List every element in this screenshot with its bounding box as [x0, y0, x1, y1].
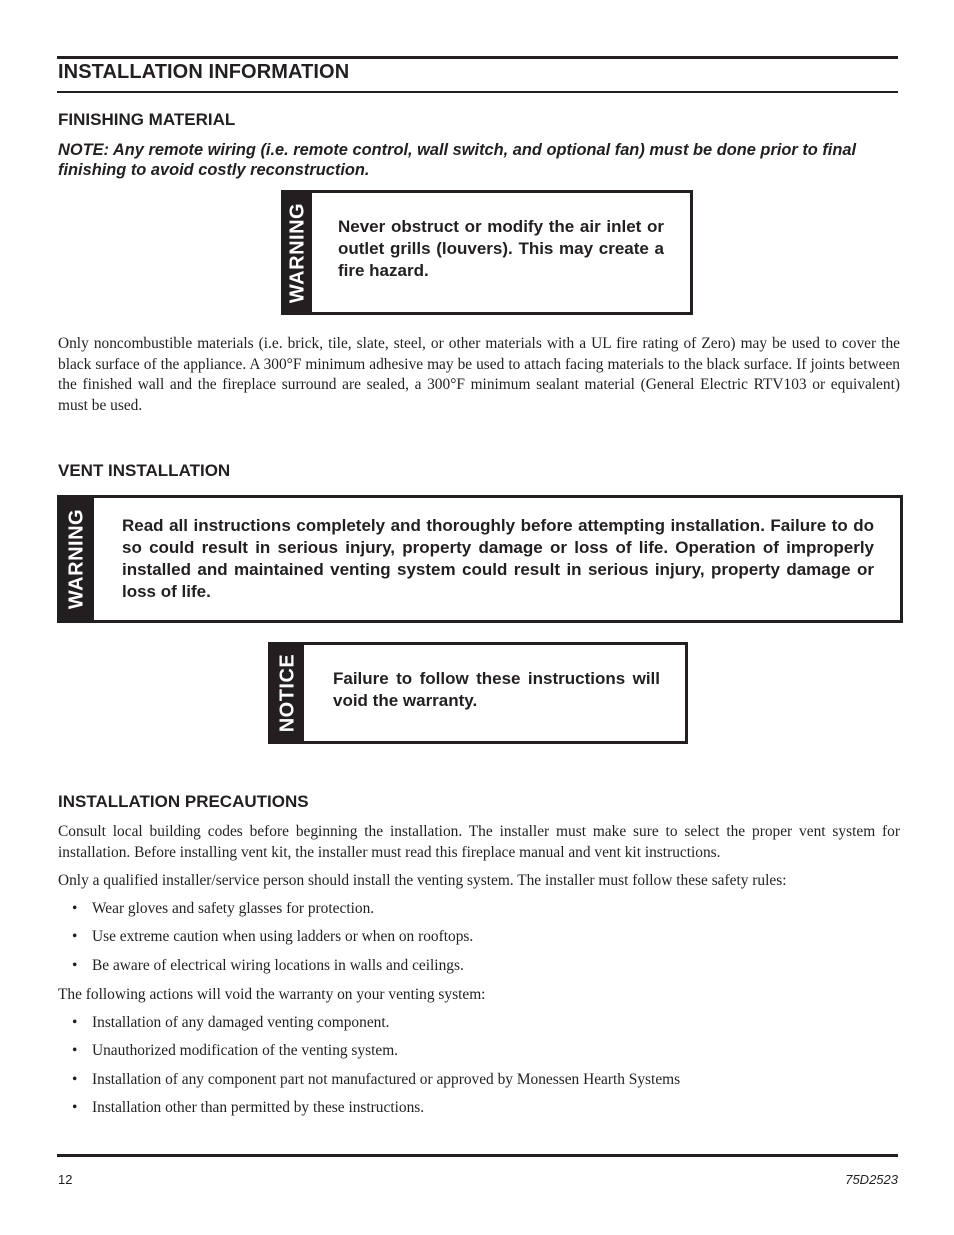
remote-wiring-note: NOTE: Any remote wiring (i.e. remote control, wall switch, and optional fan) must be done prior to final finishing to avoid costly reconstruction.: [58, 141, 857, 179]
notice-label: NOTICE: [276, 653, 298, 733]
precautions-heading: INSTALLATION PRECAUTIONS: [58, 792, 309, 811]
list-item: • Installation of any damaged venting component.: [58, 1013, 900, 1041]
warning-message: Read all instructions completely and thoroughly before attempting installation. Failure to do so could result in serious injury, property damage or loss of life. Operation of improperly installed and maintained venting system could result in serious injury, property damage or loss of life.: [122, 516, 874, 601]
precautions-para-2: Only a qualified installer/service person should install the venting system. The installer must follow these safety rules:: [58, 872, 787, 889]
finishing-heading: FINISHING MATERIAL: [58, 110, 236, 129]
vent-heading: VENT INSTALLATION: [58, 461, 231, 480]
list-item: • Installation of any component part not manufactured or approved by Monessen Hearth Systems: [58, 1070, 900, 1098]
fire-hazard-warning-box: [281, 190, 693, 315]
warning-tab: [60, 498, 94, 620]
vent-warning-box: [57, 495, 903, 623]
warranty-notice-box: [268, 642, 688, 744]
warning-label: WARNING: [65, 508, 88, 610]
safety-rules-list: [58, 899, 900, 984]
list-item: • Installation other than permitted by these instructions.: [58, 1098, 900, 1126]
header-top-rule: [57, 56, 898, 59]
list-item: • Unauthorized modification of the venting system.: [58, 1041, 900, 1069]
list-item: • Use extreme caution when using ladders or when on rooftops.: [58, 927, 900, 955]
warning-message: Never obstruct or modify the air inlet or outlet grills (louvers). This may create a fire hazard.: [338, 217, 664, 280]
notice-message: Failure to follow these instructions will void the warranty.: [333, 669, 660, 710]
document-code: 75D2523: [845, 1172, 898, 1187]
footer-rule: [57, 1154, 898, 1157]
header-bottom-rule: [57, 91, 898, 93]
void-actions-list: [58, 1013, 900, 1126]
page-number: 12: [58, 1172, 73, 1187]
precautions-para-3: The following actions will void the warranty on your venting system:: [58, 986, 486, 1003]
finishing-body: Only noncombustible materials (i.e. brick, tile, slate, steel, or other materials with a UL fire rating of Zero) may be used to cover the black surface of the appliance. A 300°F minimum adhesive may be used to attach facing materials to the black surface. If joints between the finished wall and the fireplace surround are sealed, a 300°F minimum sealant material (General Electric RTV103 or equivalent) must be used.: [58, 335, 900, 414]
notice-tab: [271, 645, 304, 741]
warning-tab: [284, 193, 312, 312]
warning-label: WARNING: [286, 202, 309, 303]
section-title: INSTALLATION INFORMATION: [58, 61, 350, 83]
list-item: • Wear gloves and safety glasses for protection.: [58, 899, 900, 927]
list-item: • Be aware of electrical wiring locations in walls and ceilings.: [58, 956, 900, 984]
precautions-para-1: Consult local building codes before beginning the installation. The installer must make sure to select the proper vent system for installation. Before installing vent kit, the installer must read this fireplace manual and vent kit instructions.: [58, 823, 900, 861]
